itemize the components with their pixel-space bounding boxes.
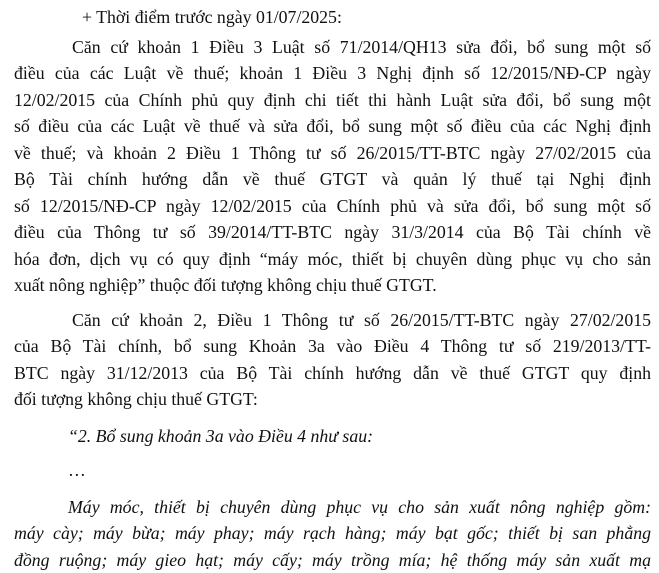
paragraph-line: điều của Thông tư số 39/2014/TT-BTC ngày 31/3/2014 của Bộ Tài chính về [14, 219, 651, 246]
paragraph-line: Căn cứ khoản 2, Điều 1 Thông tư số 26/2015/TT-BTC ngày 27/02/2015 [14, 307, 651, 334]
ellipsis: … [14, 457, 651, 484]
paragraph-line: số 12/2015/NĐ-CP ngày 12/02/2015 của Chính phủ và sửa đổi, bổ sung một số [14, 193, 651, 220]
quote-intro: “2. Bổ sung khoản 3a vào Điều 4 như sau: [14, 423, 651, 450]
paragraph-legal-basis-2 [14, 307, 651, 413]
paragraph-line: 12/02/2015 của Chính phủ quy định chi tiết thi hành Luật sửa đổi, bổ sung một [14, 87, 651, 114]
paragraph-line: điều của các Luật về thuế; khoản 1 Điều 3 Nghị định số 12/2015/NĐ-CP ngày [14, 60, 651, 87]
paragraph-line: đối tượng không chịu thuế GTGT: [14, 386, 651, 413]
quote-body [14, 494, 651, 573]
paragraph-line: hóa đơn, dịch vụ có quy định “máy móc, thiết bị chuyên dùng phục vụ cho sản [14, 246, 651, 273]
paragraph-legal-basis-1 [14, 34, 651, 299]
quote-line: Máy móc, thiết bị chuyên dùng phục vụ cho sản xuất nông nghiệp gồm: [14, 494, 651, 521]
paragraph-line: về thuế; và khoản 2 Điều 1 Thông tư số 26/2015/TT-BTC ngày 27/02/2015 của [14, 140, 651, 167]
paragraph-line: Bộ Tài chính hướng dẫn về thuế GTGT và quản lý thuế tại Nghị định [14, 166, 651, 193]
quote-line: đồng ruộng; máy gieo hạt; máy cấy; máy trồng mía; hệ thống máy sản xuất mạ [14, 547, 651, 573]
section-heading: + Thời điểm trước ngày 01/07/2025: [14, 4, 651, 31]
paragraph-line: số điều của các Luật về thuế và sửa đổi, bổ sung một số điều của các Nghị định [14, 113, 651, 140]
paragraph-line: xuất nông nghiệp” thuộc đối tượng không chịu thuế GTGT. [14, 272, 651, 299]
paragraph-line: Căn cứ khoản 1 Điều 3 Luật số 71/2014/QH13 sửa đổi, bổ sung một số [14, 34, 651, 61]
paragraph-line: của Bộ Tài chính, bổ sung Khoản 3a vào Điều 4 Thông tư số 219/2013/TT- [14, 333, 651, 360]
quote-line: máy cày; máy bừa; máy phay; máy rạch hàng; máy bạt gốc; thiết bị san phẳng [14, 520, 651, 547]
paragraph-line: BTC ngày 31/12/2013 của Bộ Tài chính hướng dẫn về thuế GTGT quy định [14, 360, 651, 387]
